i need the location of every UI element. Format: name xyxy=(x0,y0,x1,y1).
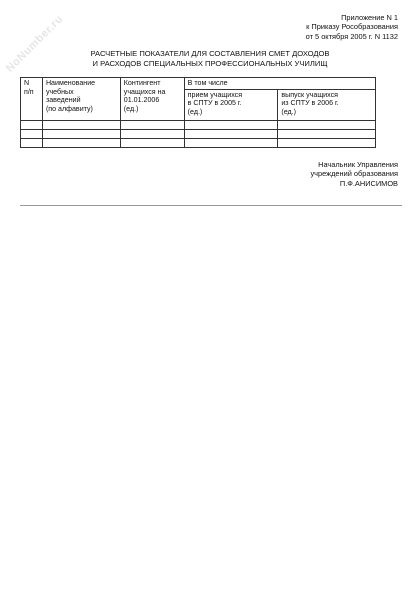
signer-name: П.Ф.АНИСИМОВ xyxy=(339,178,398,188)
table-cell xyxy=(120,120,184,129)
document-title xyxy=(0,49,420,68)
horizontal-divider xyxy=(20,205,402,206)
table-cell xyxy=(184,138,278,147)
header-name: Наименование учебных заведений (по алфавиту) xyxy=(42,78,120,121)
header-including: В том числе xyxy=(184,78,375,90)
signer-position-line-1: Начальник Управления xyxy=(318,160,398,169)
title-line-1: РАСЧЕТНЫЕ ПОКАЗАТЕЛИ ДЛЯ СОСТАВЛЕНИЯ СМЕТ ДОХОДОВ xyxy=(90,49,330,58)
table-cell xyxy=(42,120,120,129)
signer-position-line-2: учреждений образования xyxy=(310,169,398,179)
table-row xyxy=(21,120,376,129)
table-row xyxy=(21,129,376,138)
table-cell xyxy=(278,120,376,129)
signature-block xyxy=(310,160,398,188)
appendix-line-2: к Приказу Рособразования xyxy=(306,22,398,32)
header-graduation: выпуск учащихся из СПТУ в 2006 г. (ед.) xyxy=(278,89,376,120)
table-cell xyxy=(120,129,184,138)
header-admission: прием учащихся в СПТУ в 2005 г. (ед.) xyxy=(184,89,278,120)
table-cell xyxy=(278,129,376,138)
table-cell xyxy=(21,120,43,129)
table-cell xyxy=(120,138,184,147)
table-cell xyxy=(184,120,278,129)
appendix-line-1: Приложение N 1 xyxy=(341,13,398,22)
header-contingent: Контингент учащихся на 01.01.2006 (ед.) xyxy=(120,78,184,121)
table-header-row xyxy=(21,78,376,90)
title-line-2: И РАСХОДОВ СПЕЦИАЛЬНЫХ ПРОФЕССИОНАЛЬНЫХ УЧИЛИЩ xyxy=(92,58,328,68)
watermark-text: NoNumber.ru xyxy=(3,13,66,75)
table-cell xyxy=(21,138,43,147)
table-cell xyxy=(21,129,43,138)
table-cell xyxy=(42,138,120,147)
table-cell xyxy=(184,129,278,138)
indicators-table xyxy=(20,77,376,148)
table-cell xyxy=(42,129,120,138)
table-row xyxy=(21,138,376,147)
appendix-header xyxy=(306,13,398,41)
header-number: N п/п xyxy=(21,78,43,121)
appendix-line-3: от 5 октября 2005 г. N 1132 xyxy=(305,31,398,41)
table-cell xyxy=(278,138,376,147)
